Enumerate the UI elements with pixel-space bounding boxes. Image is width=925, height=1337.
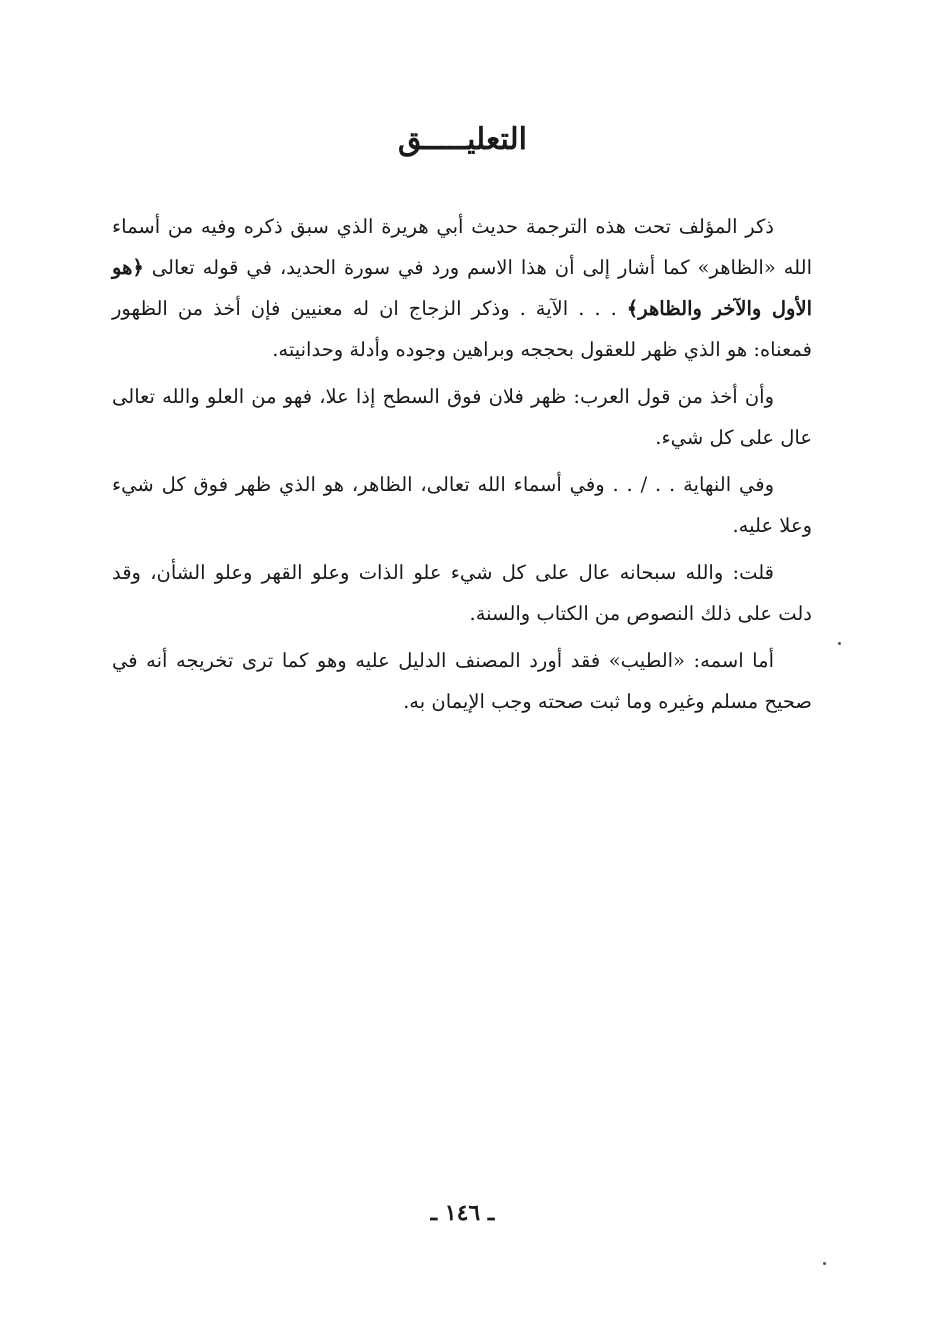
page-title: التعليـــــق	[398, 122, 527, 157]
paragraph-1-text-cont: . . . الآية . وذكر الزجاج ان له معنيين فإن أخذ من الظهور فمعناه: هو الذي ظهر للعقول بحججه وبراهين وجوده وأدلة وحدانيته.	[112, 297, 812, 361]
page-number: ـ ١٤٦ ـ	[430, 1200, 495, 1226]
paragraph-5	[112, 640, 812, 722]
scan-speck	[823, 1262, 826, 1265]
paragraph-1-quran-quote: ﴿هو الأول والآخر والظاهر﴾	[112, 256, 812, 320]
paragraph-2	[112, 376, 812, 458]
paragraph-4	[112, 552, 812, 634]
paragraph-3-text: وفي النهاية . . / . . وفي أسماء الله تعالى، الظاهر، هو الذي ظهر فوق كل شيء وعلا عليه.	[112, 473, 812, 537]
paragraph-4-text: قلت: والله سبحانه عال على كل شيء علو الذات وعلو القهر وعلو الشأن، وقد دلت على ذلك النصوص من الكتاب والسنة.	[112, 561, 812, 625]
scan-speck	[838, 642, 841, 645]
paragraph-1	[112, 206, 812, 370]
paragraph-3	[112, 464, 812, 546]
paragraph-2-text: وأن أخذ من قول العرب: ظهر فلان فوق السطح إذا علا، فهو من العلو والله تعالى عال على كل شيء.	[112, 385, 812, 449]
paragraph-1-text: ذكر المؤلف تحت هذه الترجمة حديث أبي هريرة الذي سبق ذكره وفيه من أسماء الله «الظاهر» كما أشار إلى أن هذا الاسم ورد في سورة الحديد، في قوله تعالى	[112, 215, 812, 279]
body-text	[112, 206, 812, 728]
paragraph-5-text: أما اسمه: «الطيب» فقد أورد المصنف الدليل عليه وهو كما ترى تخريجه أنه في صحيح مسلم وغيره وما ثبت صحته وجب الإيمان به.	[112, 649, 812, 713]
